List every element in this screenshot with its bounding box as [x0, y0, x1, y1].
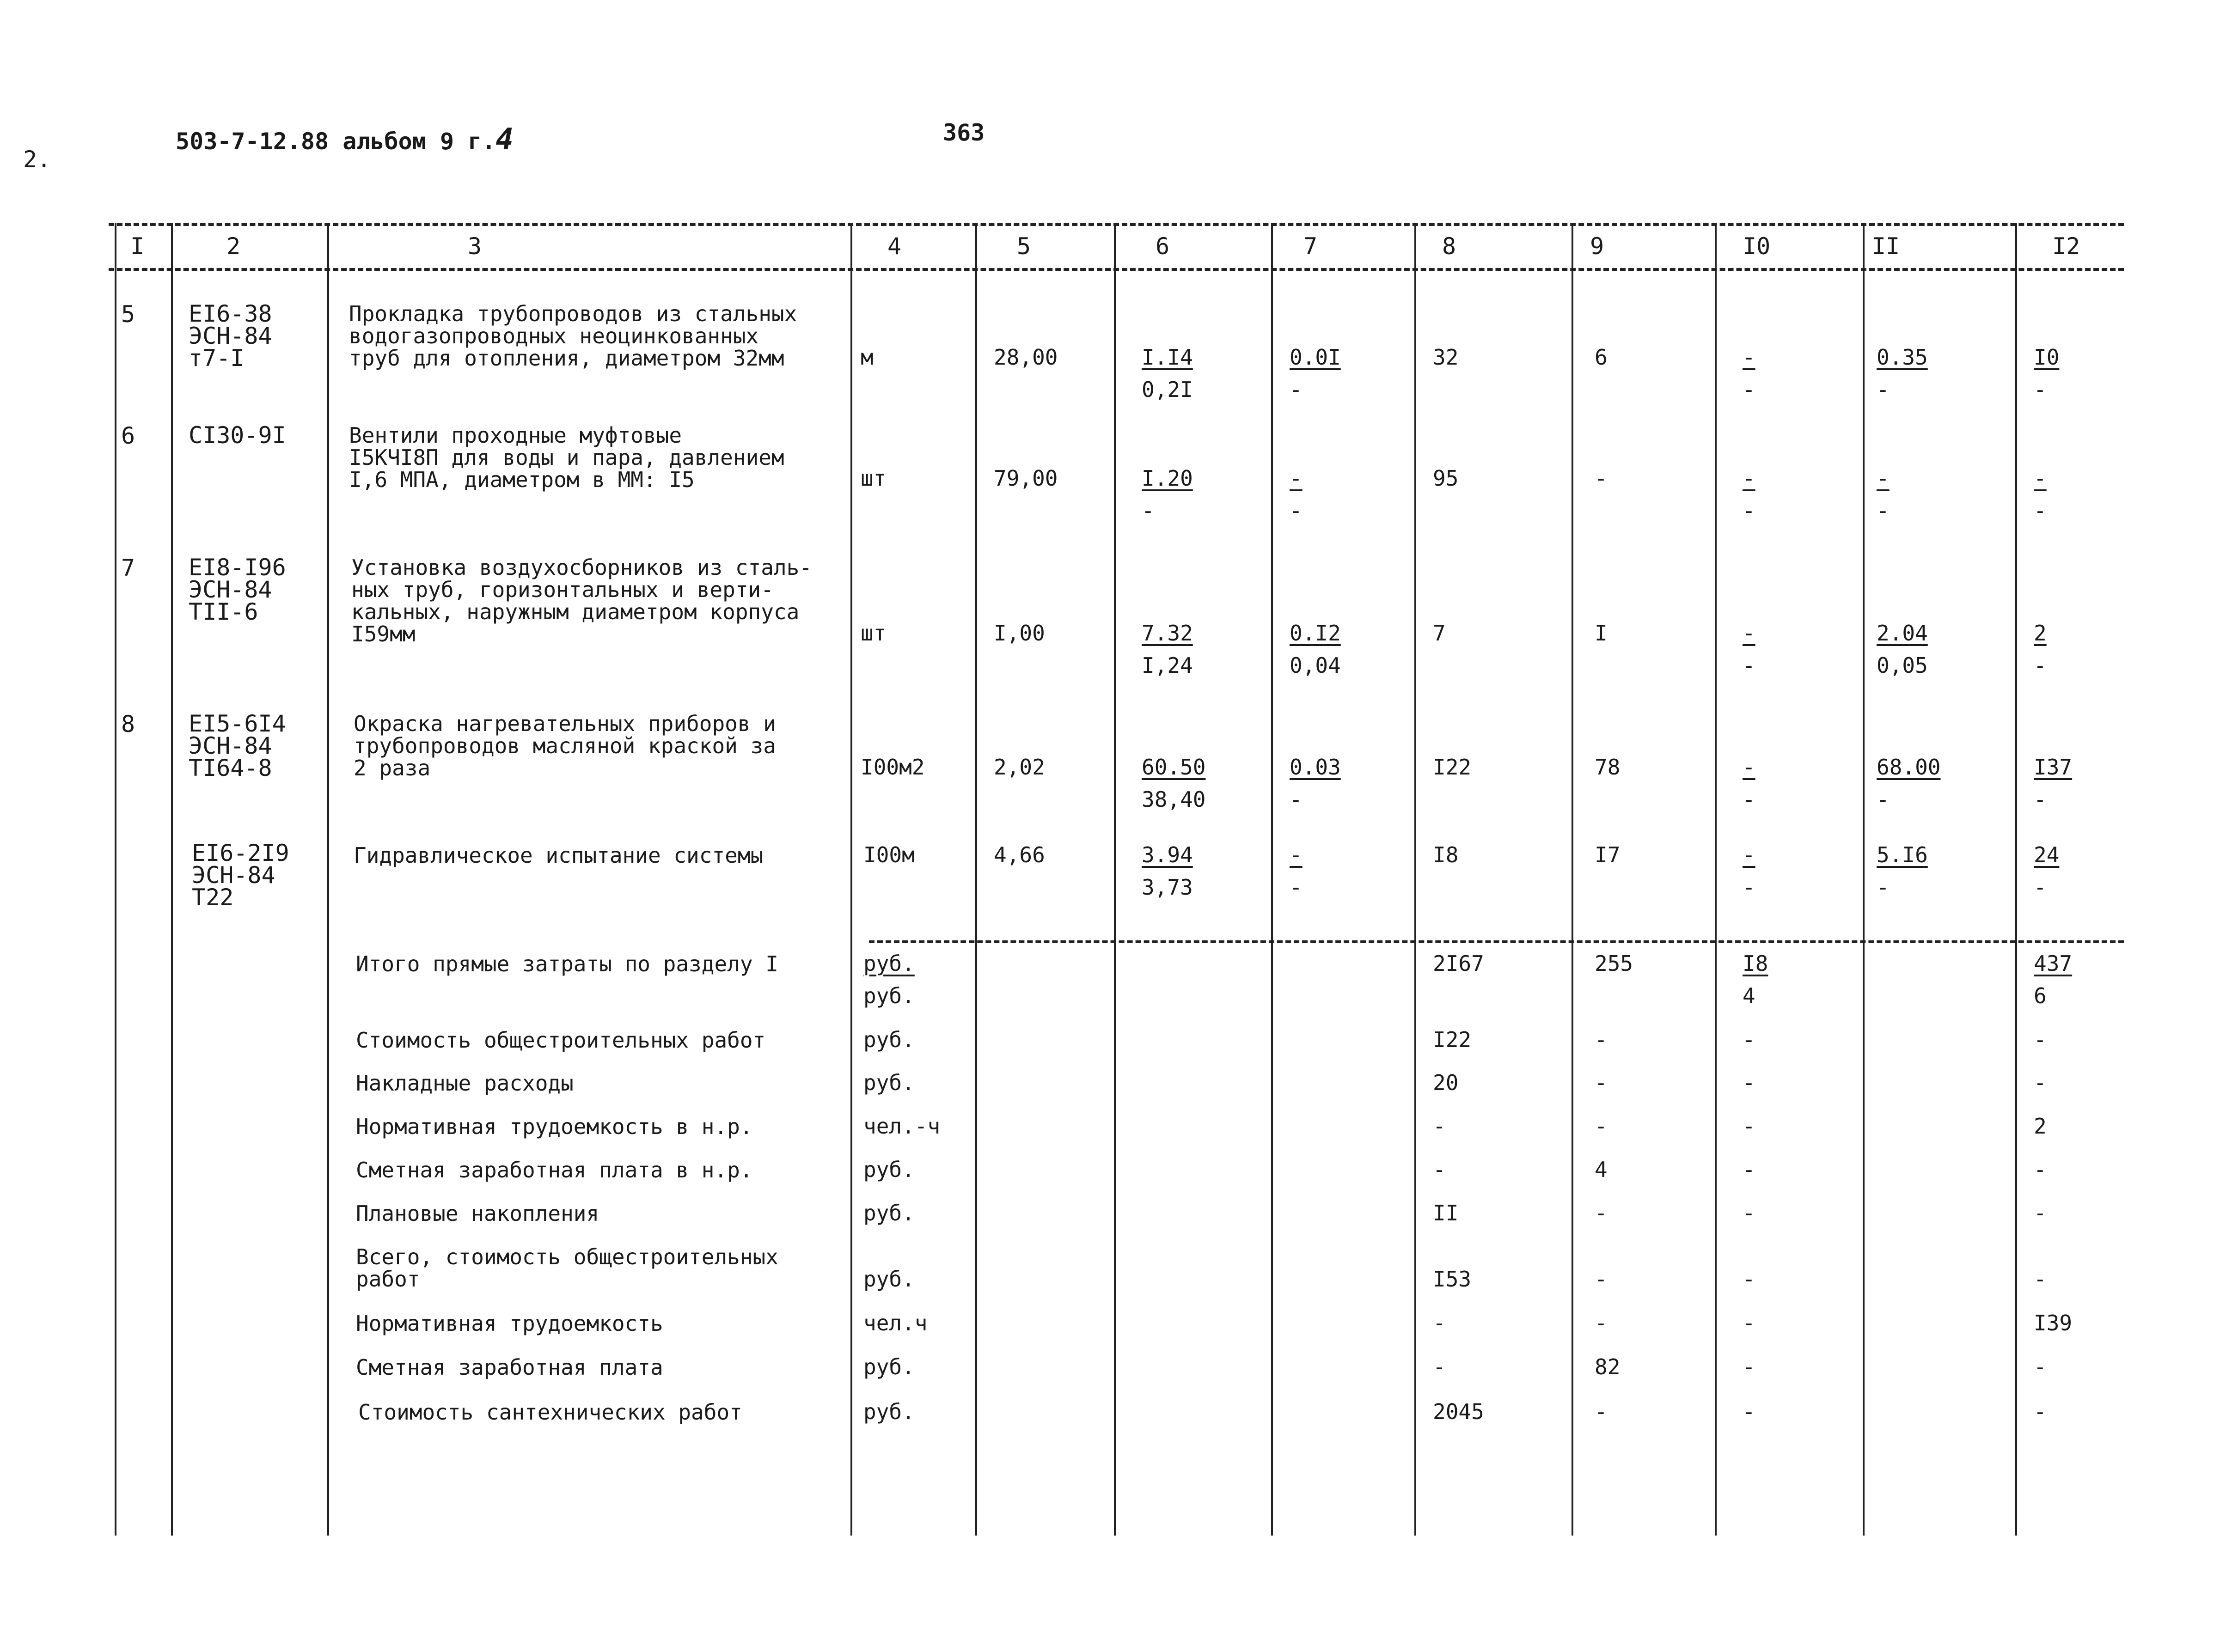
col7-bottom: -: [1290, 377, 1303, 402]
code-line: ЭСН-84: [189, 732, 272, 759]
column-border-9: [1572, 223, 1573, 1536]
quantity: 4,66: [994, 842, 1045, 867]
col8: 7: [1433, 621, 1446, 646]
row-number: 8: [121, 711, 135, 738]
quantity: 79,00: [994, 466, 1058, 491]
col7-top: 0.03: [1290, 755, 1341, 780]
header-col-5: 5: [1017, 233, 1031, 260]
summary-unit: руб.: [863, 1201, 915, 1225]
header-col-2: 2: [226, 233, 241, 260]
description-line: I5КЧI8П для воды и пара, давлением: [349, 445, 784, 470]
summary-label: Накладные расходы: [356, 1071, 574, 1096]
summary-divider-rule: [869, 940, 2124, 943]
summary-unit: руб.: [863, 1157, 915, 1182]
col9: 78: [1595, 755, 1621, 780]
col12-top: I37: [2034, 755, 2073, 780]
summary-unit: руб.: [863, 951, 915, 976]
col6-top: I.I4: [1142, 345, 1193, 370]
col10-top: -: [1743, 345, 1755, 370]
summary-col10: -: [1743, 1354, 1755, 1379]
column-border-12: [2015, 223, 2017, 1536]
code-line: ЕI5-6I4: [189, 710, 286, 737]
description-line: Прокладка трубопроводов из стальных: [349, 301, 797, 326]
summary-label: Стоимость общестроительных работ: [356, 1028, 766, 1053]
col12-bottom: -: [2034, 653, 2047, 678]
col11-top: 2.04: [1877, 621, 1928, 646]
col8: 95: [1433, 466, 1459, 491]
col11-bottom: -: [1877, 787, 1890, 812]
description-line: I,6 МПА, диаметром в ММ: I5: [349, 467, 695, 492]
column-border-10: [1715, 223, 1717, 1536]
col10-bottom: -: [1743, 377, 1755, 402]
col12-top: 24: [2034, 842, 2060, 867]
col6-bottom: 0,2I: [1142, 377, 1193, 402]
col7-top: 0.I2: [1290, 621, 1341, 646]
col7-top: -: [1290, 842, 1303, 867]
summary-col9: -: [1595, 1027, 1608, 1052]
description-line: 2 раза: [354, 756, 431, 780]
summary-col8: 2045: [1433, 1399, 1484, 1424]
code-line: ЕI8-I96: [189, 554, 286, 581]
summary-label-line: работ: [356, 1267, 420, 1292]
col7-bottom: -: [1290, 498, 1303, 523]
summary-col9: 82: [1595, 1354, 1621, 1379]
col9: -: [1595, 466, 1608, 491]
col11-top: 5.I6: [1877, 842, 1928, 867]
code-line: ЭСН-84: [189, 576, 272, 603]
summary-label-line: Всего, стоимость общестроительных: [356, 1244, 778, 1269]
column-border-7: [1271, 223, 1273, 1536]
col11-top: -: [1877, 466, 1890, 491]
summary-unit-second: руб.: [863, 983, 915, 1008]
col12-top: 2: [2034, 621, 2047, 646]
col7-bottom: -: [1290, 787, 1303, 812]
col11-top: 68.00: [1877, 755, 1941, 780]
summary-col10: -: [1743, 1311, 1755, 1335]
col12-bottom: -: [2034, 787, 2047, 812]
description-line: трубопроводов масляной краской за: [354, 733, 776, 758]
col6-bottom: I,24: [1142, 653, 1193, 678]
col6-top: 7.32: [1142, 621, 1193, 646]
summary-col10-bottom: 4: [1743, 983, 1755, 1008]
summary-col8: I53: [1433, 1267, 1472, 1292]
header-col-1: I: [130, 233, 145, 260]
document-reference-handwritten: 4: [495, 122, 514, 157]
summary-label: [356, 1246, 778, 1290]
summary-col8: 2I67: [1433, 951, 1484, 976]
summary-unit: руб.: [863, 1399, 915, 1424]
summary-col10: -: [1743, 1201, 1755, 1225]
summary-col12: -: [2034, 1267, 2047, 1292]
col10-top: -: [1743, 466, 1755, 491]
description-line: водогазопроводных неоцинкованных: [349, 323, 759, 348]
col12-top: I0: [2034, 345, 2060, 370]
summary-col8: 20: [1433, 1070, 1459, 1095]
col12-top: -: [2034, 466, 2047, 491]
summary-col9: 4: [1595, 1157, 1608, 1182]
description-line: ных труб, горизонтальных и верти-: [351, 577, 774, 602]
col6-bottom: -: [1142, 498, 1155, 523]
summary-col10: -: [1743, 1070, 1755, 1095]
col11-bottom: -: [1877, 377, 1890, 402]
quantity: I,00: [994, 621, 1045, 646]
summary-label: Нормативная трудоемкость: [356, 1311, 663, 1336]
description-line: I59мм: [351, 622, 416, 646]
summary-col12: -: [2034, 1027, 2047, 1052]
summary-col8: -: [1433, 1157, 1446, 1182]
summary-unit: руб.: [863, 1354, 915, 1379]
quantity: 2,02: [994, 755, 1045, 780]
code-line: ЕI6-2I9: [192, 840, 289, 866]
summary-label: Итого прямые затраты по разделу I: [356, 951, 778, 976]
estimate-code: [189, 556, 286, 623]
summary-col10: -: [1743, 1399, 1755, 1424]
summary-col9: -: [1595, 1399, 1608, 1424]
row-number: 5: [121, 301, 135, 328]
description-line: Установка воздухосборников из сталь-: [351, 555, 812, 580]
unit: м: [861, 345, 874, 370]
summary-col12: -: [2034, 1157, 2047, 1182]
summary-label: Нормативная трудоемкость в н.р.: [356, 1114, 753, 1139]
row-number: 7: [121, 555, 135, 581]
summary-col9: -: [1595, 1070, 1608, 1095]
col9: 6: [1595, 345, 1608, 370]
estimate-code: [189, 300, 272, 372]
header-bottom-rule: [109, 268, 2124, 271]
col10-bottom: -: [1743, 498, 1755, 523]
col12-bottom: -: [2034, 498, 2047, 523]
header-col-7: 7: [1303, 233, 1318, 260]
work-description: [354, 713, 776, 779]
col11-bottom: -: [1877, 498, 1890, 523]
header-col-6: 6: [1156, 233, 1170, 260]
col6-bottom: 3,73: [1142, 875, 1193, 900]
col7-top: -: [1290, 466, 1303, 491]
col10-top: -: [1743, 842, 1755, 867]
col10-bottom: -: [1743, 875, 1755, 900]
code-line: т7-I: [189, 345, 245, 372]
col10-top: -: [1743, 755, 1755, 780]
summary-label: Сметная заработная плата в н.р.: [356, 1158, 753, 1183]
document-reference: [176, 122, 514, 157]
col6-bottom: 38,40: [1142, 787, 1206, 812]
code-line: ЕI6-38: [189, 300, 272, 327]
col6-top: 60.50: [1142, 755, 1206, 780]
col6-top: 3.94: [1142, 842, 1193, 867]
code-line: СI30-9I: [189, 422, 286, 449]
description-line: Гидравлическое испытание системы: [354, 843, 764, 868]
summary-col9: -: [1595, 1201, 1608, 1225]
col11-top: 0.35: [1877, 345, 1928, 370]
summary-col12: -: [2034, 1070, 2047, 1095]
unit: I00м: [863, 842, 915, 867]
unit: I00м2: [861, 755, 925, 780]
col7-bottom: 0,04: [1290, 653, 1341, 678]
column-border-4: [850, 223, 852, 1536]
code-line: ЭСН-84: [189, 323, 272, 349]
col8: I8: [1433, 842, 1459, 867]
description-line: Вентили проходные муфтовые: [349, 423, 682, 448]
description-line: Окраска нагревательных приборов и: [354, 711, 776, 736]
summary-col8: I22: [1433, 1027, 1472, 1052]
quantity: 28,00: [994, 345, 1058, 370]
col12-bottom: -: [2034, 377, 2047, 402]
summary-col10: -: [1743, 1157, 1755, 1182]
column-border-8: [1414, 223, 1416, 1536]
col10-bottom: -: [1743, 787, 1755, 812]
estimate-code: [189, 710, 286, 781]
header-col-8: 8: [1442, 233, 1456, 260]
column-border-6: [1114, 223, 1116, 1536]
summary-col9: -: [1595, 1311, 1608, 1335]
summary-col9: -: [1595, 1267, 1608, 1292]
column-border-5: [975, 223, 977, 1536]
table-top-rule: [109, 223, 2124, 226]
summary-col8: -: [1433, 1354, 1446, 1379]
summary-col9: 255: [1595, 951, 1633, 976]
code-line: ТII-6: [189, 598, 258, 625]
summary-col8: II: [1433, 1201, 1459, 1225]
summary-col10-top: I8: [1743, 951, 1768, 976]
code-line: Т22: [192, 884, 234, 911]
col7-bottom: -: [1290, 875, 1303, 900]
header-col-4: 4: [887, 233, 902, 260]
unit: шт: [861, 621, 887, 646]
summary-label: Стоимость сантехнических работ: [358, 1400, 742, 1425]
col9: I7: [1595, 842, 1621, 867]
summary-col12-bottom: 6: [2034, 983, 2047, 1008]
header-col-9: 9: [1590, 233, 1604, 260]
estimate-code: [189, 422, 286, 449]
summary-col12: 2: [2034, 1114, 2047, 1139]
summary-col8: -: [1433, 1311, 1446, 1335]
summary-col12: I39: [2034, 1311, 2073, 1335]
description-line: кальных, наружным диаметром корпуса: [351, 599, 800, 624]
column-border-2: [171, 223, 173, 1536]
col11-bottom: 0,05: [1877, 653, 1928, 678]
summary-unit: чел.ч: [863, 1311, 928, 1335]
header-col-12: I2: [2052, 233, 2080, 260]
work-description: [349, 303, 797, 369]
summary-col12-top: 437: [2034, 951, 2073, 976]
work-description: [351, 556, 812, 645]
col6-top: I.20: [1142, 466, 1193, 491]
summary-col9: -: [1595, 1114, 1608, 1139]
summary-unit: руб.: [863, 1267, 915, 1292]
summary-unit: руб.: [863, 1027, 915, 1052]
header-col-3: 3: [468, 233, 482, 260]
col11-bottom: -: [1877, 875, 1890, 900]
col10-top: -: [1743, 621, 1755, 646]
column-border-1: [115, 223, 116, 1536]
description-line: труб для отопления, диаметром 32мм: [349, 346, 784, 371]
summary-col12: -: [2034, 1201, 2047, 1225]
col12-bottom: -: [2034, 875, 2047, 900]
column-border-11: [1863, 223, 1865, 1536]
code-line: ТI64-8: [189, 755, 272, 781]
header-col-10: I0: [1743, 233, 1771, 260]
document-reference-text: 503-7-12.88 альбом 9 г.: [176, 128, 496, 155]
code-line: ЭСН-84: [192, 862, 275, 889]
summary-col10: -: [1743, 1027, 1755, 1052]
col7-top: 0.0I: [1290, 345, 1341, 370]
col8: 32: [1433, 345, 1459, 370]
summary-col8: -: [1433, 1114, 1446, 1139]
estimate-code: [192, 840, 289, 911]
work-description: [349, 424, 784, 491]
summary-label: Сметная заработная плата: [356, 1355, 663, 1380]
summary-unit: руб.: [863, 1070, 915, 1095]
summary-col10: -: [1743, 1114, 1755, 1139]
page-number: 363: [943, 119, 985, 146]
work-description: [354, 844, 763, 866]
unit: шт: [861, 466, 887, 491]
col9: I: [1595, 621, 1608, 646]
summary-col12: -: [2034, 1354, 2047, 1379]
summary-col12: -: [2034, 1399, 2047, 1424]
side-number: 2.: [23, 146, 51, 173]
row-number: 6: [121, 422, 135, 449]
header-col-11: II: [1872, 233, 1900, 260]
column-border-3: [327, 223, 329, 1536]
summary-col10: -: [1743, 1267, 1755, 1292]
summary-label: Плановые накопления: [356, 1201, 599, 1226]
col8: I22: [1433, 755, 1472, 780]
summary-unit: чел.-ч: [863, 1114, 941, 1139]
col10-bottom: -: [1743, 653, 1755, 678]
